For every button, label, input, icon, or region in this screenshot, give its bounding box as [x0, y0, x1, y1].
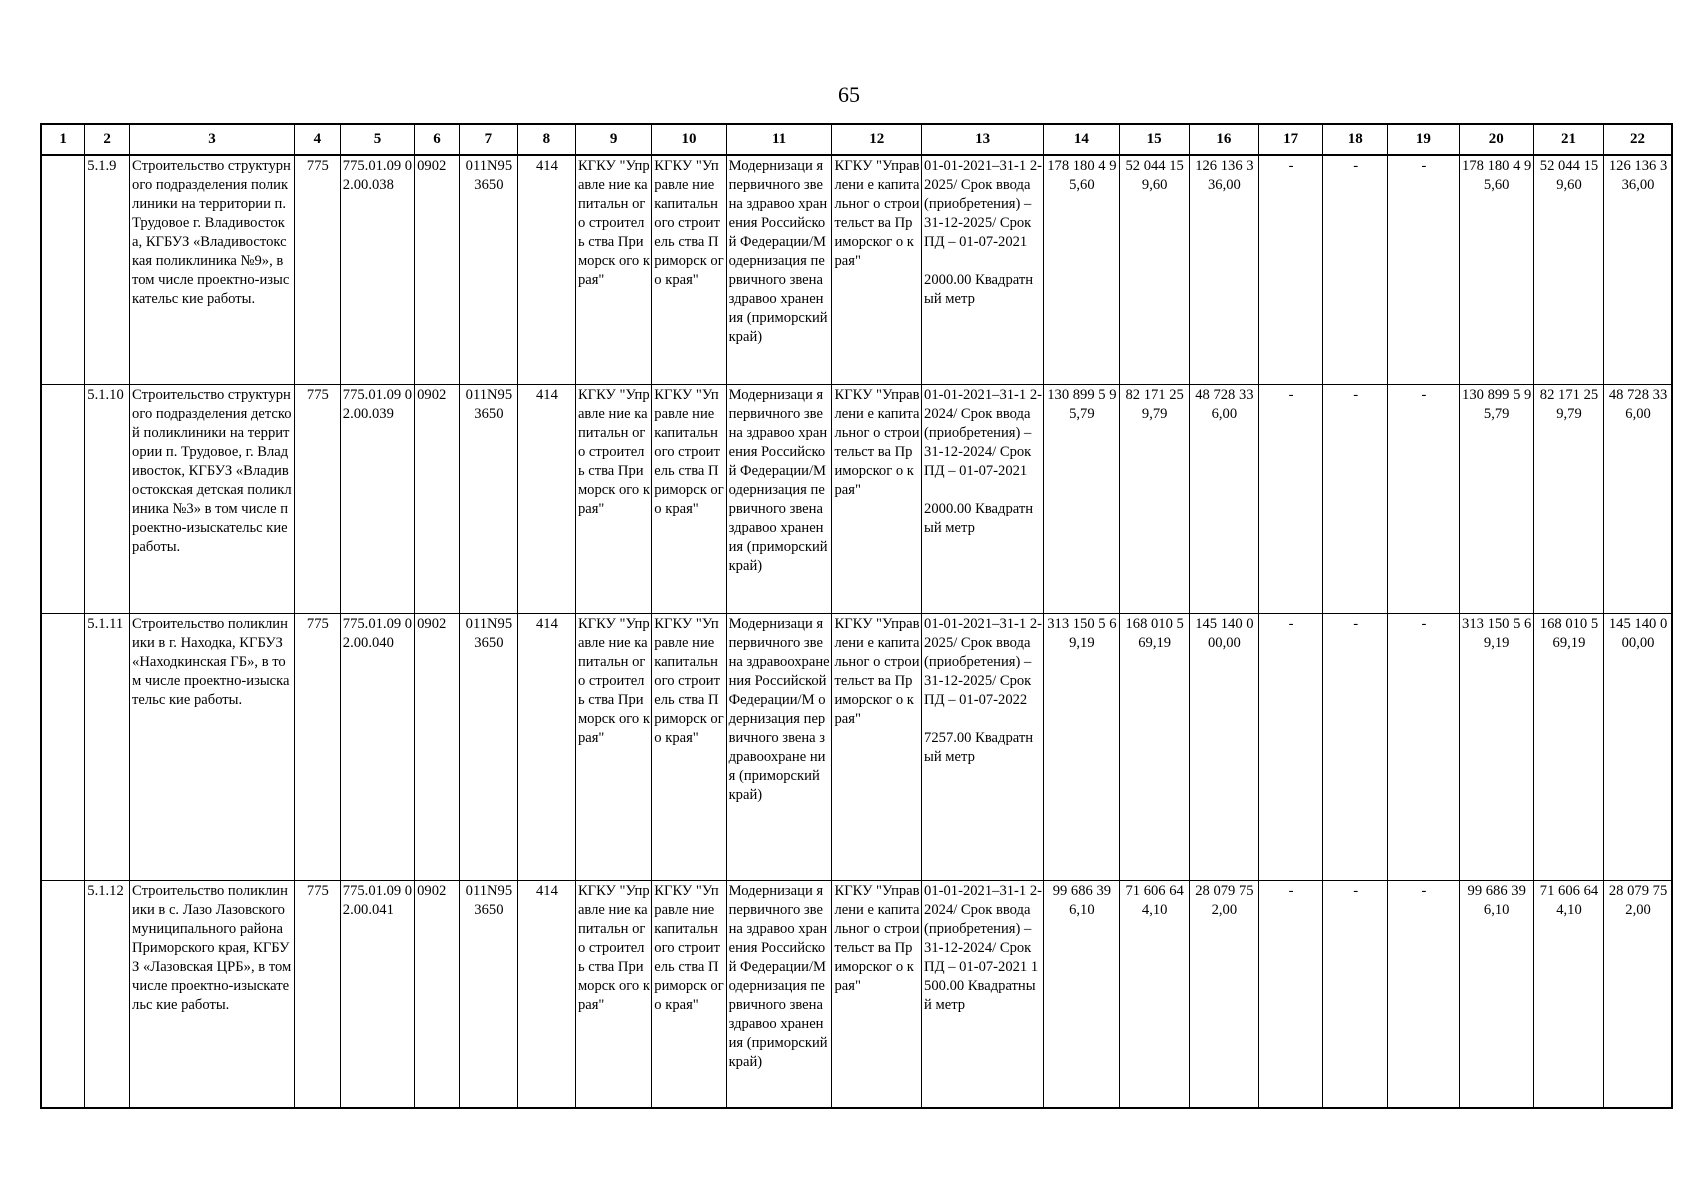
column-header: 3	[130, 124, 295, 155]
table-row	[41, 155, 1672, 385]
cell-c7: 011N95 3650	[459, 881, 517, 1109]
cell-c10: КГКУ "Управле ние капитальн ого строитель ства Приморск ого края"	[652, 155, 726, 385]
cell-c11: Модернизаци я первичного звена здравоохране ния Российской Федерации/М одернизация первичного звена здравоохране ния (приморский край)	[726, 614, 832, 881]
cell-item-number: 5.1.11	[85, 614, 130, 881]
cell-c13: 01-01-2021–31-1 2-2024/ Срок ввода (приобретения) – 31-12-2024/ Срок ПД – 01-07-2021 1500.00 Квадратный метр	[922, 881, 1044, 1109]
cell-c8: 414	[517, 155, 575, 385]
cell-c11: Модернизаци я первичного звена здравоо хранения Российской Федерации/М одернизация первичного звена здравоо хранения (приморский край)	[726, 155, 832, 385]
cell-c10: КГКУ "Управле ние капитальн ого строитель ства Приморск ого края"	[652, 614, 726, 881]
cell-c5: 775.01.09 02.00.040	[340, 614, 414, 881]
column-header: 9	[575, 124, 651, 155]
cell-c12: КГКУ "Управлени е капитальног о строительст ва Приморског о края"	[832, 385, 922, 614]
cell-c17: -	[1259, 155, 1323, 385]
cell-c13: 01-01-2021–31-1 2-2024/ Срок ввода (приобретения) – 31-12-2024/ Срок ПД – 01-07-2021 2000.00 Квадратный метр	[922, 385, 1044, 614]
cell-c18: -	[1323, 385, 1388, 614]
column-header: 20	[1459, 124, 1533, 155]
column-header: 4	[294, 124, 340, 155]
cell-c5: 775.01.09 02.00.039	[340, 385, 414, 614]
cell-c18: -	[1323, 881, 1388, 1109]
column-header: 21	[1533, 124, 1603, 155]
cell-c6: 0902	[415, 881, 460, 1109]
cell-c9: КГКУ "Управле ние капитальн ого строитель ства Приморск ого края"	[575, 614, 651, 881]
cell-c22: 28 079 75 2,00	[1604, 881, 1672, 1109]
cell-c15: 71 606 64 4,10	[1119, 881, 1189, 1109]
cell-c9: КГКУ "Управле ние капитальн ого строитель ства Приморск ого края"	[575, 881, 651, 1109]
cell-c15: 82 171 25 9,79	[1119, 385, 1189, 614]
cell-c5: 775.01.09 02.00.041	[340, 881, 414, 1109]
cell-c12: КГКУ "Управлени е капитальног о строительст ва Приморског о края"	[832, 881, 922, 1109]
cell-c9: КГКУ "Управле ние капитальн ого строитель ства Приморск ого края"	[575, 155, 651, 385]
cell-c21: 168 010 5 69,19	[1533, 614, 1603, 881]
cell-c15: 52 044 15 9,60	[1119, 155, 1189, 385]
column-header: 2	[85, 124, 130, 155]
column-header: 18	[1323, 124, 1388, 155]
cell-c16: 28 079 75 2,00	[1189, 881, 1258, 1109]
cell-c14: 178 180 4 95,60	[1044, 155, 1119, 385]
cell-c1	[41, 385, 85, 614]
cell-c17: -	[1259, 614, 1323, 881]
column-header: 12	[832, 124, 922, 155]
cell-c13: 01-01-2021–31-1 2-2025/ Срок ввода (приобретения) – 31-12-2025/ Срок ПД – 01-07-2021 2000.00 Квадратный метр	[922, 155, 1044, 385]
cell-c17: -	[1259, 385, 1323, 614]
cell-object-name: Строительство структурного подразделения детской поликлиники на территории п. Трудовое, г. Владивосток, КГБУЗ «Владивостокская детская поликлиника №3» в том числе проектно-изыскательс кие работы.	[130, 385, 295, 614]
cell-c1	[41, 614, 85, 881]
cell-c18: -	[1323, 614, 1388, 881]
cell-c7: 011N95 3650	[459, 155, 517, 385]
column-header: 15	[1119, 124, 1189, 155]
cell-c14: 130 899 5 95,79	[1044, 385, 1119, 614]
column-header: 1	[41, 124, 85, 155]
cell-c10: КГКУ "Управле ние капитальн ого строитель ства Приморск ого края"	[652, 881, 726, 1109]
cell-c4: 775	[294, 385, 340, 614]
column-header: 11	[726, 124, 832, 155]
column-header: 19	[1388, 124, 1459, 155]
cell-c6: 0902	[415, 614, 460, 881]
cell-c21: 71 606 64 4,10	[1533, 881, 1603, 1109]
cell-c14: 313 150 5 69,19	[1044, 614, 1119, 881]
cell-c20: 99 686 39 6,10	[1459, 881, 1533, 1109]
table-row	[41, 385, 1672, 614]
cell-c1	[41, 881, 85, 1109]
cell-c13: 01-01-2021–31-1 2-2025/ Срок ввода (приобретения) – 31-12-2025/ Срок ПД – 01-07-2022 7257.00 Квадратный метр	[922, 614, 1044, 881]
cell-object-name: Строительство поликлиники в г. Находка, КГБУЗ «Находкинская ГБ», в том числе проектно-изыскательс кие работы.	[130, 614, 295, 881]
cell-c4: 775	[294, 614, 340, 881]
cell-c18: -	[1323, 155, 1388, 385]
cell-c20: 178 180 4 95,60	[1459, 155, 1533, 385]
cell-c22: 48 728 33 6,00	[1604, 385, 1672, 614]
cell-item-number: 5.1.10	[85, 385, 130, 614]
cell-c8: 414	[517, 614, 575, 881]
cell-c4: 775	[294, 155, 340, 385]
cell-c1	[41, 155, 85, 385]
cell-c8: 414	[517, 385, 575, 614]
cell-c6: 0902	[415, 155, 460, 385]
cell-c17: -	[1259, 881, 1323, 1109]
cell-item-number: 5.1.9	[85, 155, 130, 385]
cell-c16: 145 140 0 00,00	[1189, 614, 1258, 881]
cell-c21: 82 171 25 9,79	[1533, 385, 1603, 614]
cell-c19: -	[1388, 155, 1459, 385]
cell-c20: 313 150 5 69,19	[1459, 614, 1533, 881]
cell-item-number: 5.1.12	[85, 881, 130, 1109]
cell-c22: 145 140 0 00,00	[1604, 614, 1672, 881]
cell-c16: 126 136 3 36,00	[1189, 155, 1258, 385]
table-row	[41, 614, 1672, 881]
cell-c15: 168 010 5 69,19	[1119, 614, 1189, 881]
cell-c19: -	[1388, 614, 1459, 881]
cell-c16: 48 728 33 6,00	[1189, 385, 1258, 614]
column-header: 22	[1604, 124, 1672, 155]
header-row	[41, 124, 1672, 155]
data-table	[40, 123, 1673, 1109]
cell-c11: Модернизаци я первичного звена здравоо хранения Российской Федерации/М одернизация первичного звена здравоо хранения (приморский край)	[726, 385, 832, 614]
cell-c4: 775	[294, 881, 340, 1109]
cell-c10: КГКУ "Управле ние капитальн ого строитель ства Приморск ого края"	[652, 385, 726, 614]
column-header: 17	[1259, 124, 1323, 155]
cell-c6: 0902	[415, 385, 460, 614]
cell-c12: КГКУ "Управлени е капитальног о строительст ва Приморског о края"	[832, 155, 922, 385]
column-header: 7	[459, 124, 517, 155]
column-header: 14	[1044, 124, 1119, 155]
column-header: 5	[340, 124, 414, 155]
cell-c20: 130 899 5 95,79	[1459, 385, 1533, 614]
cell-c7: 011N95 3650	[459, 614, 517, 881]
cell-c7: 011N95 3650	[459, 385, 517, 614]
cell-object-name: Строительство поликлиники в с. Лазо Лазовского муниципального района Приморского края, КГБУЗ «Лазовская ЦРБ», в том числе проектно-изыскательс кие работы.	[130, 881, 295, 1109]
cell-c22: 126 136 3 36,00	[1604, 155, 1672, 385]
cell-c12: КГКУ "Управлени е капитальног о строительст ва Приморског о края"	[832, 614, 922, 881]
cell-c11: Модернизаци я первичного звена здравоо хранения Российской Федерации/М одернизация первичного звена здравоо хранения (приморский край)	[726, 881, 832, 1109]
column-header: 8	[517, 124, 575, 155]
column-header: 6	[415, 124, 460, 155]
table-row	[41, 881, 1672, 1109]
cell-c19: -	[1388, 881, 1459, 1109]
column-header: 13	[922, 124, 1044, 155]
cell-c9: КГКУ "Управле ние капитальн ого строитель ства Приморск ого края"	[575, 385, 651, 614]
page-number: 65	[838, 82, 860, 107]
cell-object-name: Строительство структурного подразделения поликлиники на территории п. Трудовое г. Владивостока, КГБУЗ «Владивостокская поликлиника №9», в том числе проектно-изыскательс кие работы.	[130, 155, 295, 385]
cell-c5: 775.01.09 02.00.038	[340, 155, 414, 385]
cell-c19: -	[1388, 385, 1459, 614]
cell-c21: 52 044 15 9,60	[1533, 155, 1603, 385]
column-header: 10	[652, 124, 726, 155]
cell-c14: 99 686 39 6,10	[1044, 881, 1119, 1109]
cell-c8: 414	[517, 881, 575, 1109]
column-header: 16	[1189, 124, 1258, 155]
